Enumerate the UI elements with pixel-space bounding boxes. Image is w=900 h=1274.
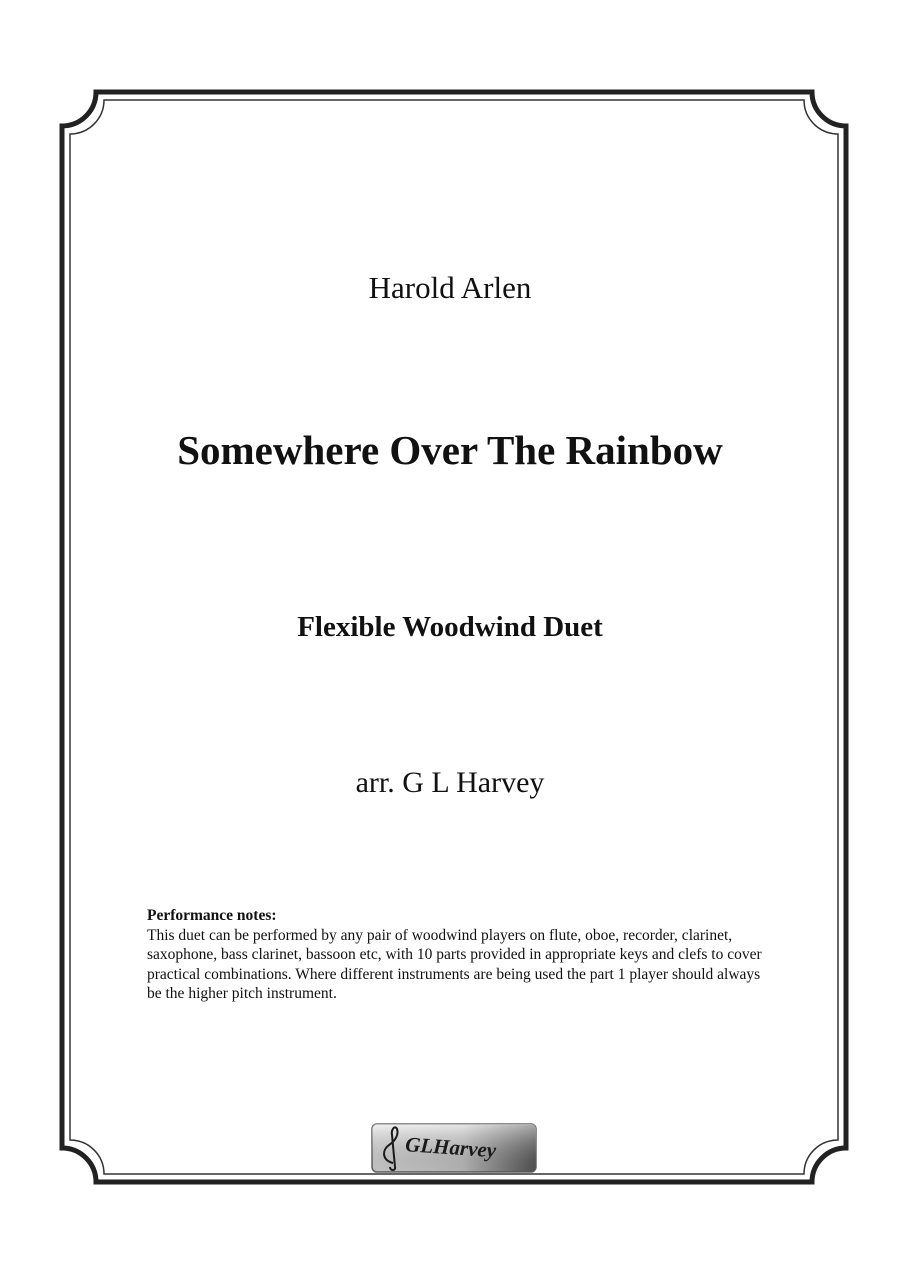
arranger-credit: arr. G L Harvey <box>355 766 545 799</box>
performance-notes-heading: Performance notes: <box>147 907 277 924</box>
publisher-logo <box>371 1123 537 1173</box>
piece-title: Somewhere Over The Rainbow <box>177 427 723 473</box>
performance-notes-body: This duet can be performed by any pair of woodwind players on flute, oboe, recorder, clarinet, saxophone, bass clarinet, bassoon etc, with 10 parts provided in appropriate keys and clefs to cover practical combinations. Where different instruments are being used the part 1 player should always be the higher pitch instrument. <box>147 926 762 1002</box>
performance-notes <box>147 906 777 1004</box>
composer-name: Harold Arlen <box>368 270 532 305</box>
ensemble-subtitle: Flexible Woodwind Duet <box>297 611 603 643</box>
logo-text: GLHarvey <box>404 1132 497 1163</box>
